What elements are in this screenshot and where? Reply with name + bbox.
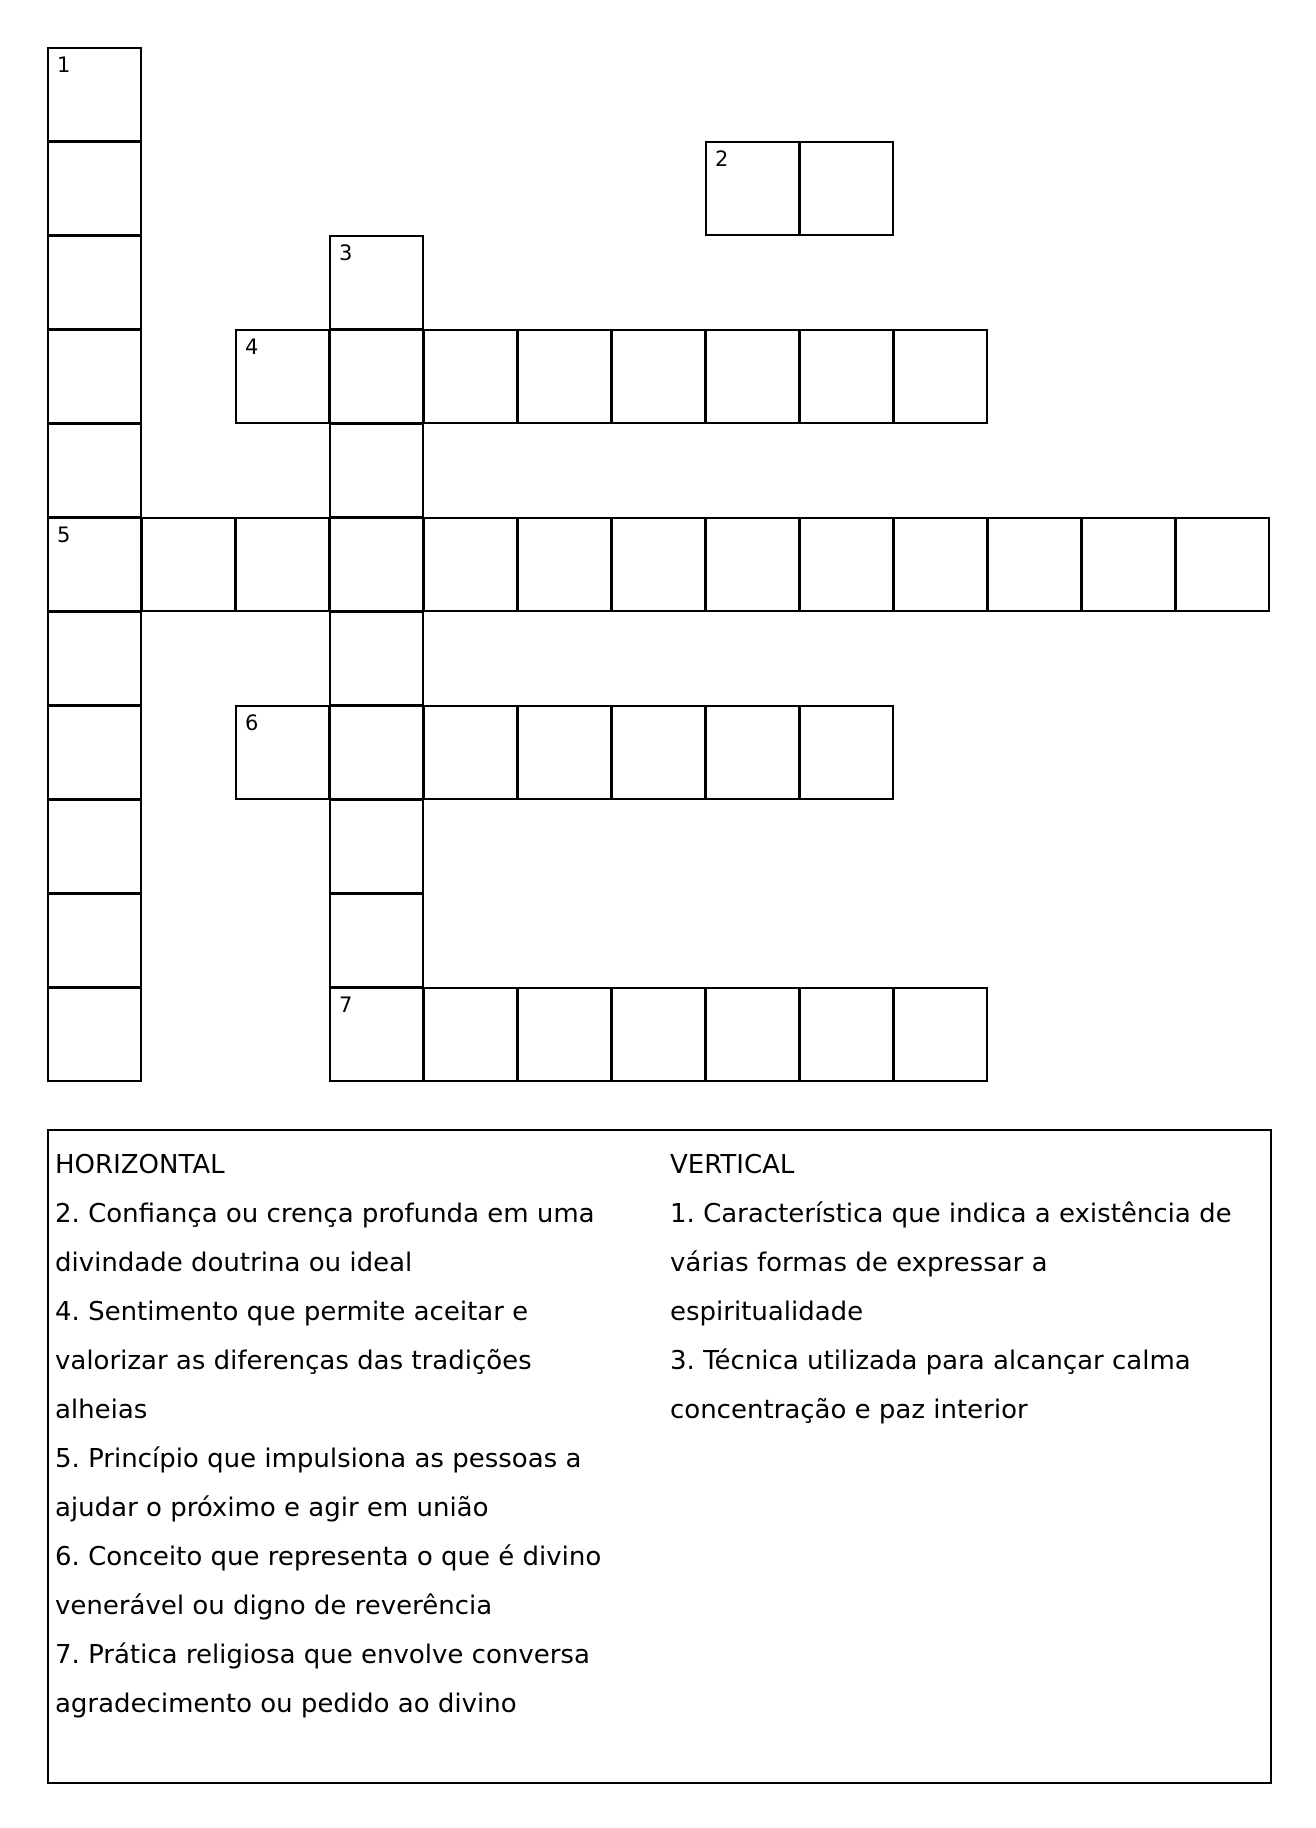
grid-cell[interactable] (611, 329, 706, 424)
clue-line: agradecimento ou pedido ao divino (55, 1689, 517, 1719)
horizontal-heading: HORIZONTAL (55, 1150, 225, 1180)
grid-cell[interactable] (893, 517, 988, 612)
grid-cell[interactable] (517, 329, 612, 424)
grid-cell[interactable] (423, 987, 518, 1082)
grid-cell[interactable] (893, 329, 988, 424)
grid-cell[interactable] (47, 893, 142, 988)
clue-line: várias formas de expressar a (670, 1248, 1048, 1278)
grid-cell[interactable] (47, 799, 142, 894)
grid-cell[interactable] (235, 705, 330, 800)
grid-cell[interactable] (423, 705, 518, 800)
clue-line: 1. Característica que indica a existência de (670, 1199, 1232, 1229)
grid-cell[interactable] (329, 705, 424, 800)
clue-number: 6 (245, 711, 259, 735)
clue-line: divindade doutrina ou ideal (55, 1248, 413, 1278)
grid-cell[interactable] (705, 987, 800, 1082)
grid-cell[interactable] (329, 611, 424, 706)
vertical-heading: VERTICAL (670, 1150, 795, 1180)
grid-cell[interactable] (47, 517, 142, 612)
grid-cell[interactable] (517, 517, 612, 612)
clue-number: 3 (339, 241, 353, 265)
grid-cell[interactable] (611, 517, 706, 612)
grid-cell[interactable] (705, 141, 800, 236)
grid-cell[interactable] (47, 47, 142, 142)
clue-line: 7. Prática religiosa que envolve conversa (55, 1640, 590, 1670)
grid-cell[interactable] (235, 329, 330, 424)
grid-cell[interactable] (799, 517, 894, 612)
grid-cell[interactable] (329, 799, 424, 894)
clue-line: 5. Princípio que impulsiona as pessoas a (55, 1444, 582, 1474)
grid-cell[interactable] (47, 141, 142, 236)
grid-cell[interactable] (705, 517, 800, 612)
clue-line: concentração e paz interior (670, 1395, 1028, 1425)
clue-box (47, 1129, 1272, 1784)
grid-cell[interactable] (141, 517, 236, 612)
grid-cell[interactable] (611, 987, 706, 1082)
vertical-clues (670, 1141, 1270, 1435)
grid-cell[interactable] (705, 705, 800, 800)
clue-number: 7 (339, 993, 353, 1017)
clue-number: 5 (57, 523, 71, 547)
grid-cell[interactable] (611, 705, 706, 800)
grid-cell[interactable] (47, 423, 142, 518)
grid-cell[interactable] (799, 329, 894, 424)
clue-line: 2. Confiança ou crença profunda em uma (55, 1199, 595, 1229)
grid-cell[interactable] (329, 235, 424, 330)
clue-line: 4. Sentimento que permite aceitar e (55, 1297, 529, 1327)
grid-cell[interactable] (423, 329, 518, 424)
grid-cell[interactable] (329, 423, 424, 518)
grid-cell[interactable] (329, 987, 424, 1082)
clue-line: 3. Técnica utilizada para alcançar calma (670, 1346, 1191, 1376)
clue-line: espiritualidade (670, 1297, 864, 1327)
clue-line: venerável ou digno de reverência (55, 1591, 493, 1621)
horizontal-clues (55, 1141, 655, 1729)
grid-cell[interactable] (47, 235, 142, 330)
grid-cell[interactable] (1081, 517, 1176, 612)
grid-cell[interactable] (799, 987, 894, 1082)
grid-cell[interactable] (517, 987, 612, 1082)
grid-cell[interactable] (799, 705, 894, 800)
grid-cell[interactable] (423, 517, 518, 612)
grid-cell[interactable] (987, 517, 1082, 612)
grid-cell[interactable] (47, 705, 142, 800)
grid-cell[interactable] (517, 705, 612, 800)
grid-cell[interactable] (799, 141, 894, 236)
grid-cell[interactable] (47, 329, 142, 424)
clue-line: alheias (55, 1395, 148, 1425)
grid-cell[interactable] (235, 517, 330, 612)
clue-line: valorizar as diferenças das tradições (55, 1346, 532, 1376)
grid-cell[interactable] (893, 987, 988, 1082)
clue-number: 2 (715, 147, 729, 171)
grid-cell[interactable] (47, 987, 142, 1082)
grid-cell[interactable] (1175, 517, 1270, 612)
grid-cell[interactable] (47, 611, 142, 706)
grid-cell[interactable] (329, 517, 424, 612)
clue-number: 1 (57, 53, 71, 77)
grid-cell[interactable] (705, 329, 800, 424)
clue-line: 6. Conceito que representa o que é divino (55, 1542, 602, 1572)
grid-cell[interactable] (329, 893, 424, 988)
clue-number: 4 (245, 335, 259, 359)
grid-cell[interactable] (329, 329, 424, 424)
clue-line: ajudar o próximo e agir em união (55, 1493, 489, 1523)
